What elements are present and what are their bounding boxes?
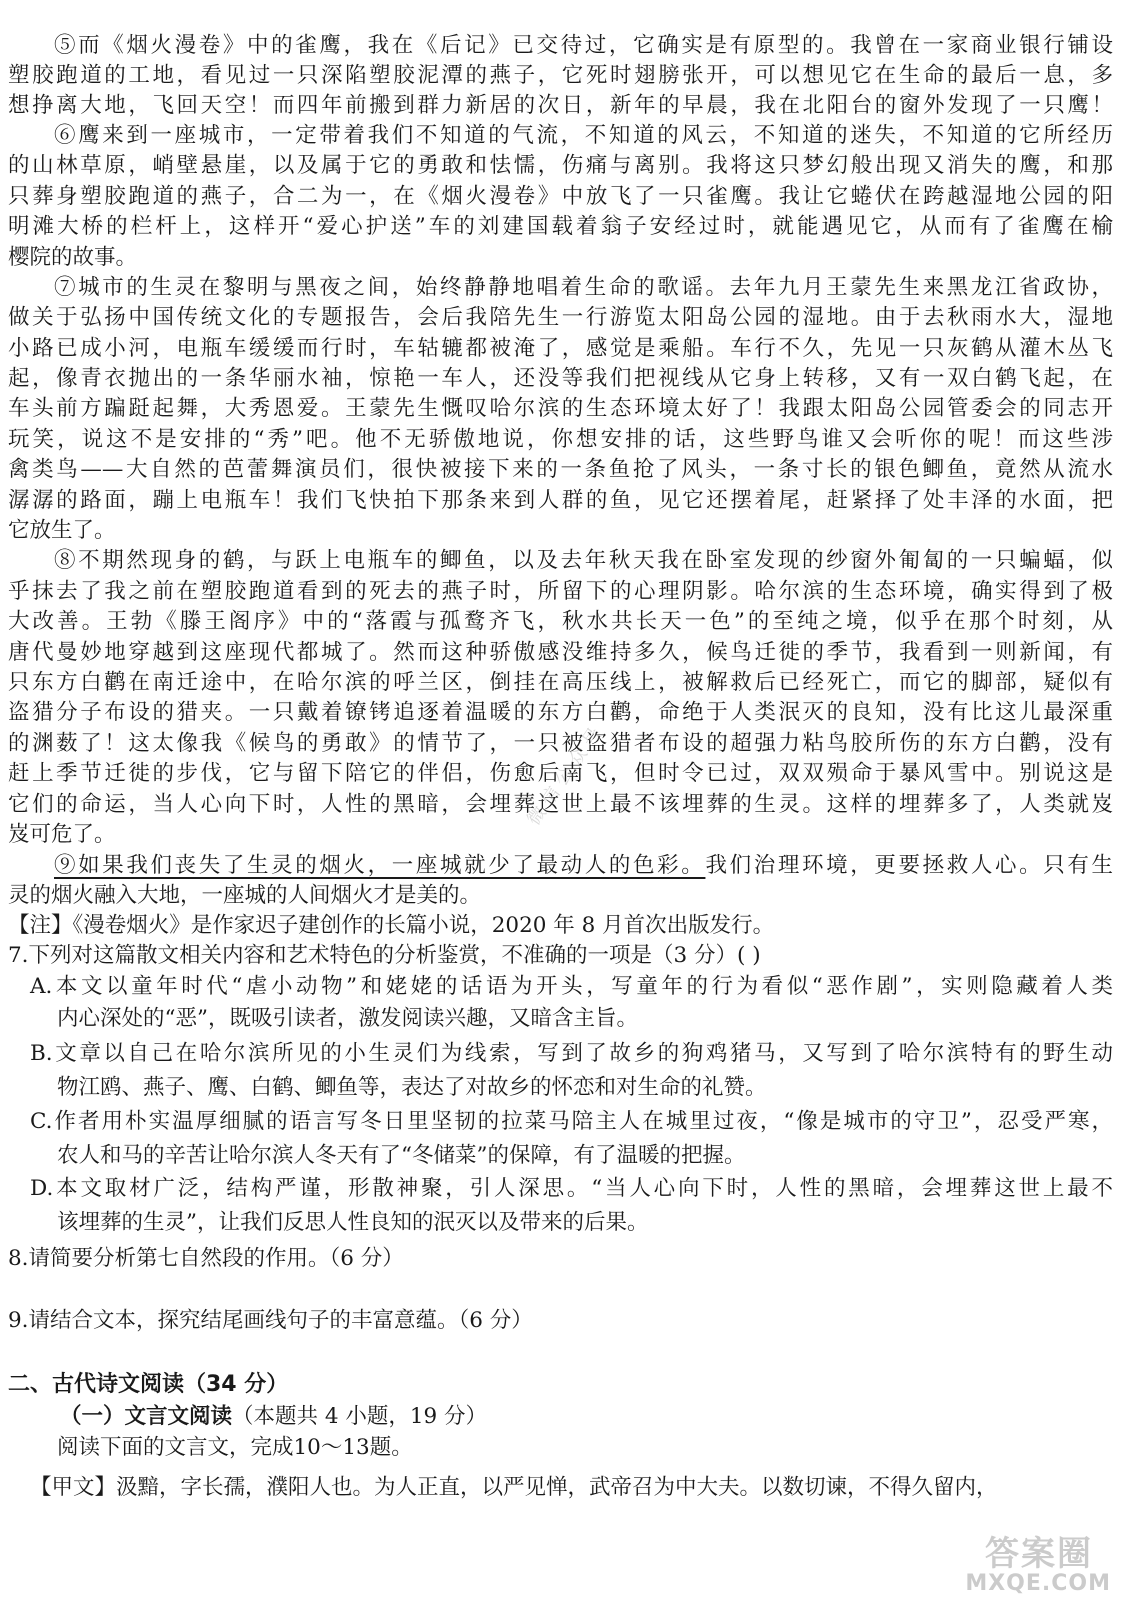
p8-line-3: 大改善。王勃《滕王阁序》中的“落霞与孤鹜齐飞，秋水共长天一色”的至纯之境，似乎在那个时刻，从 bbox=[8, 609, 1113, 634]
subsection-note: （本题共 4 小题，19 分） bbox=[232, 1404, 488, 1429]
p6-line-4: 明滩大桥的栏杆上，这样开“爱心护送”车的刘建国载着翁子安经过时，就能遇见它，从而有了雀鹰在榆 bbox=[8, 214, 1113, 239]
logo-text-bottom: MXQE.COM bbox=[965, 1571, 1111, 1596]
p9-line-1 bbox=[54, 850, 1113, 881]
watermark: 微信公众号 bbox=[523, 718, 610, 830]
q7-option-d-line-2: 该埋葬的生灵”，让我们反思人性良知的泯灭以及带来的后果。 bbox=[57, 1210, 649, 1235]
site-logo bbox=[941, 1526, 1111, 1596]
p8-line-6: 盗猎分子布设的猎夹。一只戴着镣铐追逐着温暖的东方白鹳，命绝于人类泯灭的良知，没有比这儿最深重 bbox=[8, 700, 1113, 725]
note: 【注】《漫卷烟火》是作家迟子建创作的长篇小说，2020 年 8 月首次出版发行。 bbox=[8, 913, 775, 938]
jiawen-line-1 bbox=[30, 1472, 1113, 1503]
p6-line-1: ⑥鹰来到一座城市，一定带着我们不知道的气流，不知道的风云，不知道的迷失，不知道的它所经历 bbox=[54, 123, 1113, 148]
section-2-heading: 二、古代诗文阅读（34 分） bbox=[8, 1372, 289, 1397]
underlined-sentence: ⑨如果我们丧失了生灵的烟火，一座城就少了最动人的色彩。 bbox=[54, 853, 706, 878]
p5-line-1: ⑤而《烟火漫卷》中的雀鹰，我在《后记》已交待过，它确实是有原型的。我曾在一家商业银行铺设 bbox=[54, 33, 1113, 58]
q7-option-b-line-1: B.文章以自己在哈尔滨所见的小生灵们为线索，写到了故乡的狗鸡猪马，又写到了哈尔滨特有的野生动 bbox=[30, 1041, 1113, 1066]
p7-line-2: 做关于弘扬中国传统文化的专题报告，会后我陪先生一行游览太阳岛公园的湿地。由于去秋雨水大，湿地 bbox=[8, 305, 1113, 330]
subsection-title: （一）文言文阅读 bbox=[60, 1404, 233, 1429]
p5-line-3: 想挣离大地，飞回天空！而四年前搬到群力新居的次日，新年的早晨，我在北阳台的窗外发现了一只鹰！ bbox=[8, 93, 1113, 118]
q7-option-c-line-2: 农人和马的辛苦让哈尔滨人冬天有了“冬储菜”的保障，有了温暖的把握。 bbox=[57, 1143, 746, 1168]
p7-line-9: 它放生了。 bbox=[8, 518, 116, 543]
q7-stem: 7.下列对这篇散文相关内容和艺术特色的分析鉴赏，不准确的一项是（3 分）( ) bbox=[8, 943, 761, 968]
p7-line-8: 潺潺的路面，蹦上电瓶车！我们飞快拍下那条来到人群的鱼，见它还摆着尾，赶紧择了处丰泽的水面，把 bbox=[8, 488, 1113, 513]
p6-line-3: 只葬身塑胶跑道的燕子，合二为一，在《烟火漫卷》中放飞了一只雀鹰。我让它蜷伏在跨越湿地公园的阳 bbox=[8, 184, 1113, 209]
p7-line-5: 车头前方蹁跹起舞，大秀恩爱。王蒙先生慨叹哈尔滨的生态环境太好了！我跟太阳岛公园管委会的同志开 bbox=[8, 396, 1113, 421]
p8-line-8: 赶上季节迁徙的步伐，它与留下陪它的伴侣，伤愈后南飞，但时令已过，双双殒命于暴风雪中。别说这是 bbox=[8, 761, 1113, 786]
p8-line-2: 乎抹去了我之前在塑胶跑道看到的死去的燕子时，所留下的心理阴影。哈尔滨的生态环境，确实得到了极 bbox=[8, 579, 1113, 604]
p7-line-6: 玩笑，说这不是安排的“秀”吧。他不无骄傲地说，你想安排的话，这些野鸟谁又会听你的呢！而这些涉 bbox=[8, 427, 1113, 452]
p8-line-4: 唐代曼妙地穿越到这座现代都城了。然而这种骄傲感没维持多久，候鸟迁徙的季节，我看到一则新闻，有 bbox=[8, 640, 1113, 665]
p8-line-1: ⑧不期然现身的鹤，与跃上电瓶车的鲫鱼，以及去年秋天我在卧室发现的纱窗外匍匐的一只蝙蝠，似 bbox=[54, 548, 1113, 573]
p8-line-9: 它们的命运，当人心向下时，人性的黑暗，会埋葬这世上最不该埋葬的生灵。这样的埋葬多了，人类就岌 bbox=[8, 792, 1113, 817]
p8-line-10: 岌可危了。 bbox=[8, 822, 116, 847]
p7-line-4: 起，像青衣抛出的一条华丽水袖，惊艳一车人，还没等我们把视线从它身上转移，又有一双白鹤飞起，在 bbox=[8, 366, 1113, 391]
p9-line-2: 灵的烟火融入大地，一座城的人间烟火才是美的。 bbox=[8, 883, 482, 908]
q9: 9.请结合文本，探究结尾画线句子的丰富意蕴。（6 分） bbox=[8, 1308, 533, 1333]
q7-option-a-line-2: 内心深处的“恶”，既吸引读者，激发阅读兴趣，又暗含主旨。 bbox=[57, 1006, 638, 1031]
q7-option-c-line-1: C.作者用朴实温厚细腻的语言写冬日里坚韧的拉菜马陪主人在城里过夜，“像是城市的守卫”，忍受严寒， bbox=[30, 1109, 1113, 1134]
p7-line-1: ⑦城市的生灵在黎明与黑夜之间，始终静静地唱着生命的歌谣。去年九月王蒙先生来黑龙江省政协， bbox=[54, 275, 1113, 300]
q7-option-b-line-2: 物江鸥、燕子、鹰、白鹤、鲫鱼等，表达了对故乡的怀恋和对生命的礼赞。 bbox=[57, 1075, 767, 1100]
logo-text-top: 答案圈 bbox=[985, 1534, 1093, 1574]
q8: 8.请简要分析第七自然段的作用。（6 分） bbox=[8, 1246, 404, 1271]
p7-line-3: 小路已成小河，电瓶车缓缓而行时，车轱辘都被淹了，感觉是乘船。车行不久，先见一只灰鹤从灌木丛飞 bbox=[8, 336, 1113, 361]
q7-option-a-line-1: A.本文以童年时代“虐小动物”和姥姥的话语为开头，写童年的行为看似“恶作剧”，实则隐藏着人类 bbox=[30, 974, 1113, 999]
jiawen-label: 【甲文】 bbox=[30, 1475, 117, 1500]
subsection-heading bbox=[60, 1401, 1113, 1432]
p6-line-2: 的山林草原，峭壁悬崖，以及属于它的勇敢和怯懦，伤痛与离别。我将这只梦幻般出现又消失的鹰，和那 bbox=[8, 153, 1113, 178]
jiawen-text: 汲黯，字长孺，濮阳人也。为人正直，以严见惮，武帝召为中大夫。以数切谏，不得久留内， bbox=[116, 1475, 998, 1500]
p5-line-2: 塑胶跑道的工地，看见过一只深陷塑胶泥潭的燕子，它死时翅膀张开，可以想见它在生命的最后一息，多 bbox=[8, 63, 1113, 88]
instruction: 阅读下面的文言文，完成10～13题。 bbox=[57, 1435, 413, 1460]
p7-line-7: 禽类鸟——大自然的芭蕾舞演员们，很快被接下来的一条鱼抢了风头，一条寸长的银色鲫鱼，竟然从流水 bbox=[8, 457, 1113, 482]
p6-line-5: 樱院的故事。 bbox=[8, 245, 138, 270]
p9-rest: 我们治理环境，更要拯救人心。只有生 bbox=[705, 853, 1113, 878]
p8-line-7: 的渊薮了！这太像我《候鸟的勇敢》的情节了，一只被盗猎者布设的超强力粘鸟胶所伤的东方白鹳，没有 bbox=[8, 731, 1113, 756]
p8-line-5: 只东方白鹳在南迁途中，在哈尔滨的呼兰区，倒挂在高压线上，被解救后已经死亡，而它的脚部，疑似有 bbox=[8, 670, 1113, 695]
q7-option-d-line-1: D.本文取材广泛，结构严谨，形散神聚，引人深思。“当人心向下时，人性的黑暗，会埋葬这世上最不 bbox=[30, 1176, 1113, 1201]
